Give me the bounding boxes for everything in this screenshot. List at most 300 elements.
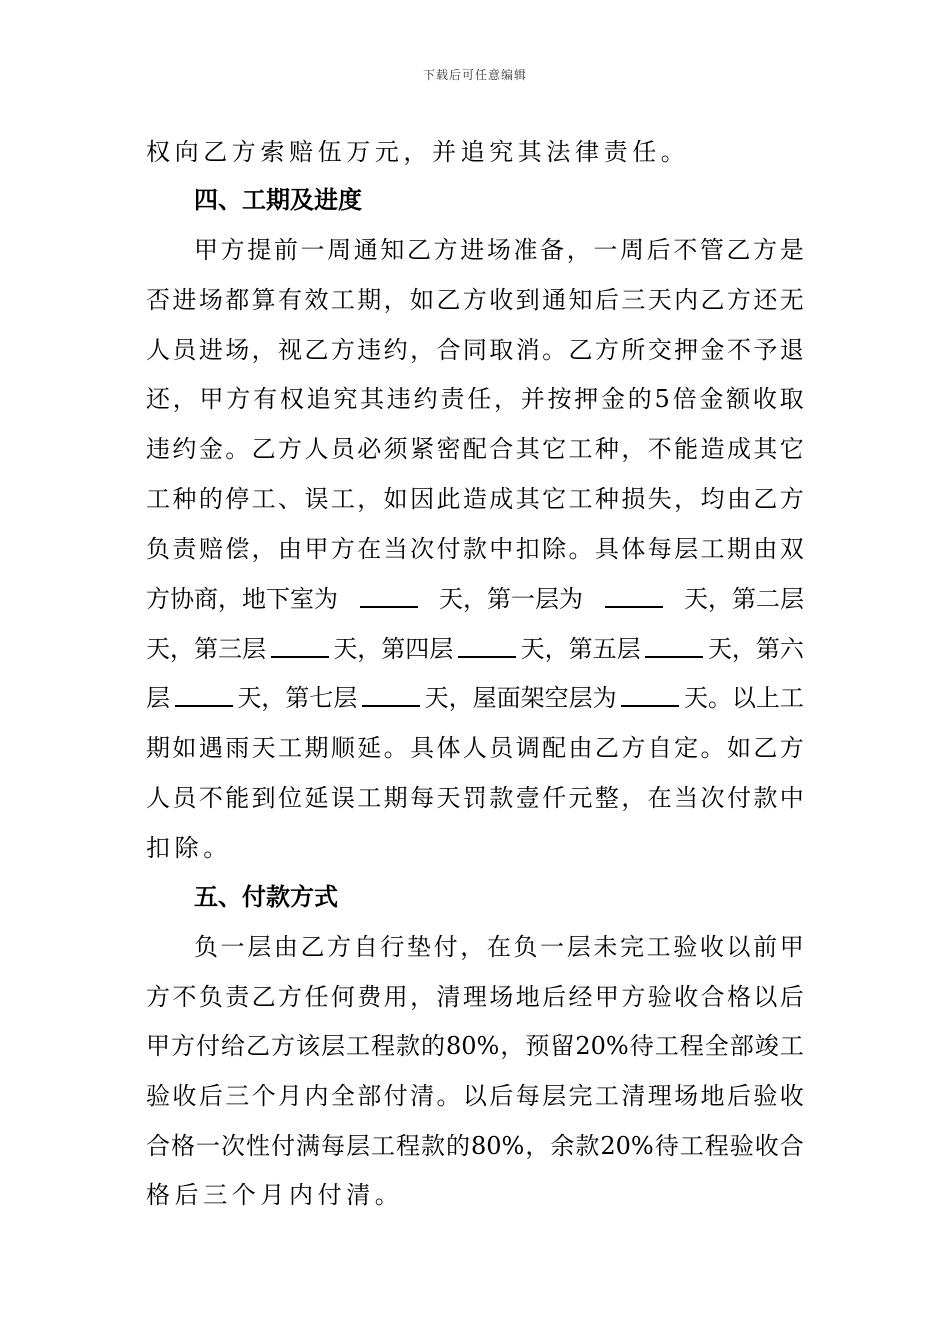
glyph: 内 (674, 286, 699, 314)
glyph: 后 (198, 1082, 223, 1110)
glyph: 予 (753, 336, 778, 364)
text-line: 格后三个月内付清。 (146, 1181, 404, 1209)
glyph: 预 (525, 1032, 550, 1060)
glyph: 责 (172, 535, 197, 563)
glyph: ， (493, 385, 518, 413)
glyph: 有 (278, 286, 303, 314)
text-line: 扣除。 (146, 834, 232, 862)
glyph: 竣 (754, 1032, 779, 1060)
glyph: ， (500, 1032, 525, 1060)
glyph: 准 (513, 236, 538, 264)
glyph: 人 (146, 336, 170, 364)
glyph: 以 (726, 933, 751, 961)
glyph: 层 (674, 535, 699, 563)
glyph: 层 (566, 933, 591, 961)
glyph: 款 (489, 784, 514, 812)
glyph: 不 (647, 435, 672, 463)
glyph: 到 (251, 784, 276, 812)
glyph: 到 (515, 286, 540, 314)
glyph: 余 (550, 1132, 575, 1160)
glyph: 收 (489, 286, 514, 314)
glyph: ， (357, 485, 382, 513)
glyph: 场 (489, 983, 514, 1011)
glyph: 待 (629, 1032, 654, 1060)
glyph: 额 (726, 385, 751, 413)
glyph: 延 (304, 784, 329, 812)
glyph: 方 (779, 734, 804, 762)
glyph: 效 (304, 286, 329, 314)
glyph: 由 (753, 535, 778, 563)
glyph: 的 (198, 485, 223, 513)
glyph: 程 (396, 1132, 420, 1160)
glyph: 20% (600, 1132, 654, 1160)
glyph: 罚 (462, 784, 487, 812)
text-line (146, 982, 804, 1012)
glyph: 遇 (198, 734, 223, 762)
glyph: 方 (753, 236, 778, 264)
glyph: 场 (674, 1082, 699, 1110)
glyph: ， (460, 933, 485, 961)
glyph: 定 (674, 734, 699, 762)
blank-line-c (146, 683, 804, 713)
glyph: 5 (654, 385, 670, 413)
glyph: 密 (436, 435, 461, 463)
glyph: ， (674, 485, 699, 513)
glyph: 取 (489, 336, 514, 364)
glyph: 次 (700, 784, 725, 812)
glyph: 违 (386, 385, 411, 413)
glyph: 工 (594, 1082, 619, 1110)
glyph: 付 (196, 1032, 220, 1060)
glyph: 付 (383, 1082, 408, 1110)
text-line (146, 534, 804, 564)
glyph: 无 (779, 286, 804, 314)
glyph: 天 (647, 286, 672, 314)
glyph: 人 (146, 784, 170, 812)
glyph: 失 (647, 485, 672, 513)
glyph: 工 (679, 1132, 704, 1160)
blank-line-text: 天，第三层 (146, 635, 266, 663)
blank-line-a (146, 584, 804, 614)
glyph: 后 (489, 1082, 514, 1110)
glyph: 款 (753, 784, 778, 812)
fill-blank (271, 634, 329, 658)
glyph: 种 (594, 435, 619, 463)
glyph: 人 (462, 734, 487, 762)
glyph: 清 (410, 1082, 435, 1110)
glyph: 前 (753, 933, 778, 961)
glyph: 三 (225, 1082, 250, 1110)
glyph: 工 (346, 1032, 370, 1060)
glyph: 金 (700, 336, 725, 364)
glyph: 方 (278, 435, 303, 463)
glyph: 一 (220, 933, 245, 961)
glyph: 工 (330, 286, 355, 314)
glyph: 如 (726, 734, 751, 762)
glyph: 每 (515, 1082, 540, 1110)
glyph: 。 (436, 1082, 461, 1110)
glyph: 同 (462, 336, 487, 364)
glyph: 如 (383, 485, 408, 513)
glyph: 次 (221, 1132, 245, 1160)
glyph: 甲 (594, 983, 619, 1011)
glyph: 工 (251, 485, 276, 513)
glyph: 偿 (225, 535, 250, 563)
glyph: 造 (700, 435, 725, 463)
glyph: 员 (489, 734, 514, 762)
glyph: 除 (542, 535, 567, 563)
glyph: 甲 (194, 236, 218, 264)
glyph: 交 (647, 336, 672, 364)
glyph: 顺 (330, 734, 355, 762)
glyph: 须 (383, 435, 408, 463)
glyph: 它 (779, 435, 804, 463)
glyph: 乙 (568, 336, 593, 364)
glyph: 由 (568, 734, 593, 762)
glyph: 行 (380, 933, 405, 961)
glyph: 由 (278, 535, 303, 563)
glyph: 方 (726, 286, 751, 314)
glyph: 乙 (407, 236, 431, 264)
glyph: 验 (729, 1132, 754, 1160)
glyph: 不 (172, 983, 197, 1011)
text-line (194, 235, 804, 265)
glyph: 负 (194, 933, 218, 961)
glyph: 还 (753, 286, 778, 314)
glyph: 。 (542, 336, 567, 364)
glyph: ， (251, 336, 276, 364)
text-line (146, 783, 804, 813)
glyph: 误 (330, 784, 355, 812)
glyph: 。 (225, 435, 250, 463)
glyph: 验 (673, 933, 698, 961)
glyph: 完 (568, 1082, 593, 1110)
glyph: 该 (296, 1032, 320, 1060)
glyph: 备 (540, 236, 565, 264)
glyph: 是 (779, 236, 804, 264)
glyph: 工 (146, 485, 170, 513)
glyph: 人 (304, 435, 329, 463)
glyph: 层 (346, 1132, 370, 1160)
blank-line-b (146, 634, 804, 664)
glyph: 给 (221, 1032, 245, 1060)
glyph: 每 (647, 535, 672, 563)
section-heading-payment: 五、付款方式 (194, 883, 338, 911)
glyph: 任 (304, 983, 329, 1011)
glyph: 责 (440, 385, 465, 413)
glyph: 并 (520, 385, 545, 413)
glyph: 进 (198, 336, 223, 364)
glyph: 三 (621, 286, 646, 314)
glyph: 知 (380, 236, 405, 264)
glyph: 工 (357, 784, 382, 812)
glyph: 方 (278, 983, 303, 1011)
glyph: 前 (273, 236, 298, 264)
glyph: 成 (726, 435, 751, 463)
glyph: 清 (621, 1082, 646, 1110)
glyph: 格 (726, 983, 751, 1011)
glyph: 责 (225, 983, 250, 1011)
glyph: 进 (172, 286, 197, 314)
glyph: 壹 (515, 784, 540, 812)
blank-line-text: 天，屋面架空层为 (424, 684, 617, 712)
glyph: 当 (674, 784, 699, 812)
fill-blank (362, 683, 420, 707)
glyph: 方 (330, 535, 355, 563)
glyph: 全 (704, 1032, 729, 1060)
glyph: 方 (621, 983, 646, 1011)
glyph: 、 (278, 485, 303, 513)
glyph: 部 (357, 1082, 382, 1110)
glyph: 工 (700, 535, 725, 563)
glyph: 。 (568, 535, 593, 563)
glyph: 工 (568, 485, 593, 513)
glyph: 一 (300, 236, 325, 264)
glyph: 款 (421, 1132, 445, 1160)
glyph: 付 (271, 1132, 295, 1160)
glyph: 方 (594, 336, 619, 364)
page-header: 下载后可任意编辑 (422, 68, 527, 82)
glyph: 进 (460, 236, 485, 264)
glyph: 延 (357, 734, 382, 762)
glyph: 甲 (199, 385, 224, 413)
glyph: 期 (383, 784, 408, 812)
glyph: 提 (247, 236, 272, 264)
glyph: 垫 (407, 933, 431, 961)
glyph: 的 (446, 1132, 470, 1160)
glyph: 方 (171, 1032, 195, 1060)
text-line (146, 484, 804, 514)
glyph: 通 (353, 236, 378, 264)
glyph: 如 (410, 286, 435, 314)
glyph: 其 (753, 435, 778, 463)
glyph: 收 (699, 933, 724, 961)
glyph: 层 (321, 1032, 345, 1060)
glyph: 周 (620, 236, 644, 264)
glyph: 收 (172, 1082, 197, 1110)
glyph: 验 (647, 983, 672, 1011)
glyph: 约 (172, 435, 197, 463)
glyph: 方 (779, 485, 804, 513)
glyph: 均 (700, 485, 725, 513)
glyph: 款 (396, 1032, 420, 1060)
glyph: 合 (146, 1132, 170, 1160)
glyph: 理 (647, 1082, 672, 1110)
glyph: 20% (575, 1032, 629, 1060)
fill-blank (605, 584, 663, 608)
blank-line-text: 天，第一层为 (439, 585, 583, 613)
glyph: 每 (321, 1132, 345, 1160)
text-line (194, 932, 804, 962)
glyph: 工 (330, 485, 355, 513)
glyph: 乙 (753, 485, 778, 513)
text-line (146, 384, 804, 414)
glyph: 后 (542, 983, 567, 1011)
glyph: 管 (699, 236, 724, 264)
fill-blank (645, 634, 703, 658)
section-heading-schedule: 四、工期及进度 (194, 186, 362, 214)
glyph: 收 (752, 385, 777, 413)
glyph: 如 (172, 734, 197, 762)
glyph: 用 (383, 983, 408, 1011)
glyph: 方 (433, 236, 458, 264)
glyph: 由 (273, 933, 298, 961)
glyph: 天 (436, 784, 461, 812)
glyph: 付 (433, 933, 458, 961)
glyph: 乙 (304, 336, 329, 364)
glyph: 内 (304, 1082, 329, 1110)
glyph: 以 (753, 983, 778, 1011)
glyph: 员 (330, 435, 355, 463)
glyph: 工 (371, 1132, 395, 1160)
glyph: 其 (515, 485, 540, 513)
text-line (146, 434, 804, 464)
glyph: 误 (304, 485, 329, 513)
glyph: 它 (542, 485, 567, 513)
glyph: 场 (225, 336, 250, 364)
glyph: 体 (621, 535, 646, 563)
glyph: 由 (726, 485, 751, 513)
glyph: 方 (220, 236, 245, 264)
glyph: 工 (278, 734, 303, 762)
glyph: 配 (462, 435, 487, 463)
glyph: 验 (146, 1082, 170, 1110)
glyph: 负 (146, 535, 170, 563)
glyph: ， (410, 336, 435, 364)
glyph: 通 (542, 286, 567, 314)
glyph: 仟 (542, 784, 567, 812)
glyph: 收 (779, 1082, 804, 1110)
glyph: 的 (627, 385, 652, 413)
glyph: 未 (593, 933, 618, 961)
glyph: 完 (620, 933, 644, 961)
glyph: 甲 (304, 535, 329, 563)
glyph: 金 (198, 435, 223, 463)
glyph: 消 (515, 336, 540, 364)
glyph: 停 (225, 485, 250, 513)
glyph: 因 (410, 485, 435, 513)
glyph: 地 (515, 983, 540, 1011)
glyph: 工 (654, 1032, 679, 1060)
glyph: 员 (172, 784, 197, 812)
glyph: 押 (674, 336, 699, 364)
glyph: 成 (489, 485, 514, 513)
blank-line-text: 层 (146, 684, 170, 712)
glyph: 方 (146, 983, 170, 1011)
blank-line-text: 天，第七层 (237, 684, 358, 712)
glyph: 乙 (594, 734, 619, 762)
glyph: 乙 (251, 983, 276, 1011)
glyph: 种 (172, 485, 197, 513)
glyph: 一 (593, 236, 618, 264)
blank-line-text: 方协商，地下室为 (146, 585, 338, 613)
glyph: 自 (353, 933, 378, 961)
glyph: 约 (383, 336, 408, 364)
glyph: 经 (568, 983, 593, 1011)
glyph: ， (525, 1132, 550, 1160)
text-line (146, 335, 804, 365)
glyph: 体 (436, 734, 461, 762)
glyph: 工 (779, 1032, 804, 1060)
glyph: 必 (357, 435, 382, 463)
glyph: 它 (542, 435, 567, 463)
glyph: 违 (357, 336, 382, 364)
glyph: 金 (699, 385, 724, 413)
glyph: 一 (540, 933, 565, 961)
glyph: 满 (296, 1132, 320, 1160)
glyph: 自 (647, 734, 672, 762)
glyph: 乙 (700, 286, 725, 314)
glyph: 款 (462, 535, 487, 563)
glyph: 清 (436, 983, 461, 1011)
glyph: ， (251, 535, 276, 563)
glyph: 后 (726, 1082, 751, 1110)
glyph: 收 (674, 983, 699, 1011)
glyph: 方 (462, 286, 487, 314)
glyph: 方 (271, 1032, 295, 1060)
glyph: 元 (568, 784, 593, 812)
glyph: 扣 (515, 535, 540, 563)
glyph: ， (621, 784, 646, 812)
glyph: 任 (467, 385, 492, 413)
glyph: 当 (383, 535, 408, 563)
glyph: 甲 (146, 1032, 170, 1060)
glyph: 何 (330, 983, 355, 1011)
glyph: 格 (171, 1132, 195, 1160)
glyph: 赔 (198, 535, 223, 563)
glyph: 费 (357, 983, 382, 1011)
text-line (146, 1031, 804, 1061)
glyph: 损 (621, 485, 646, 513)
glyph: 方 (330, 336, 355, 364)
text-line (146, 285, 804, 315)
fill-blank (621, 683, 679, 707)
glyph: 违 (146, 435, 170, 463)
glyph: 负 (198, 983, 223, 1011)
fill-blank (360, 584, 418, 608)
glyph: 个 (251, 1082, 276, 1110)
glyph: 地 (700, 1082, 725, 1110)
glyph: 视 (278, 336, 303, 364)
glyph: 追 (306, 385, 331, 413)
glyph: 所 (621, 336, 646, 364)
glyph: 。 (383, 734, 408, 762)
glyph: 程 (704, 1132, 729, 1160)
text-line (146, 1131, 804, 1161)
glyph: ， (621, 435, 646, 463)
glyph: 不 (726, 336, 751, 364)
glyph: 工 (568, 435, 593, 463)
glyph: ， (172, 385, 197, 413)
glyph: 雨 (225, 734, 250, 762)
glyph: 知 (568, 286, 593, 314)
glyph: 退 (779, 336, 804, 364)
glyph: 此 (436, 485, 461, 513)
glyph: 全 (330, 1082, 355, 1110)
glyph: 究 (333, 385, 358, 413)
glyph: 。 (700, 734, 725, 762)
glyph: 造 (462, 485, 487, 513)
glyph: 天 (251, 734, 276, 762)
glyph: 层 (542, 1082, 567, 1110)
glyph: 期 (726, 535, 751, 563)
text-line: 权向乙方索赔伍万元，并追究其法律责任。 (146, 138, 690, 166)
glyph: 工 (646, 933, 671, 961)
glyph: 乙 (726, 236, 751, 264)
glyph: 收 (754, 1132, 779, 1160)
glyph: 中 (779, 784, 804, 812)
glyph: 后 (779, 983, 804, 1011)
